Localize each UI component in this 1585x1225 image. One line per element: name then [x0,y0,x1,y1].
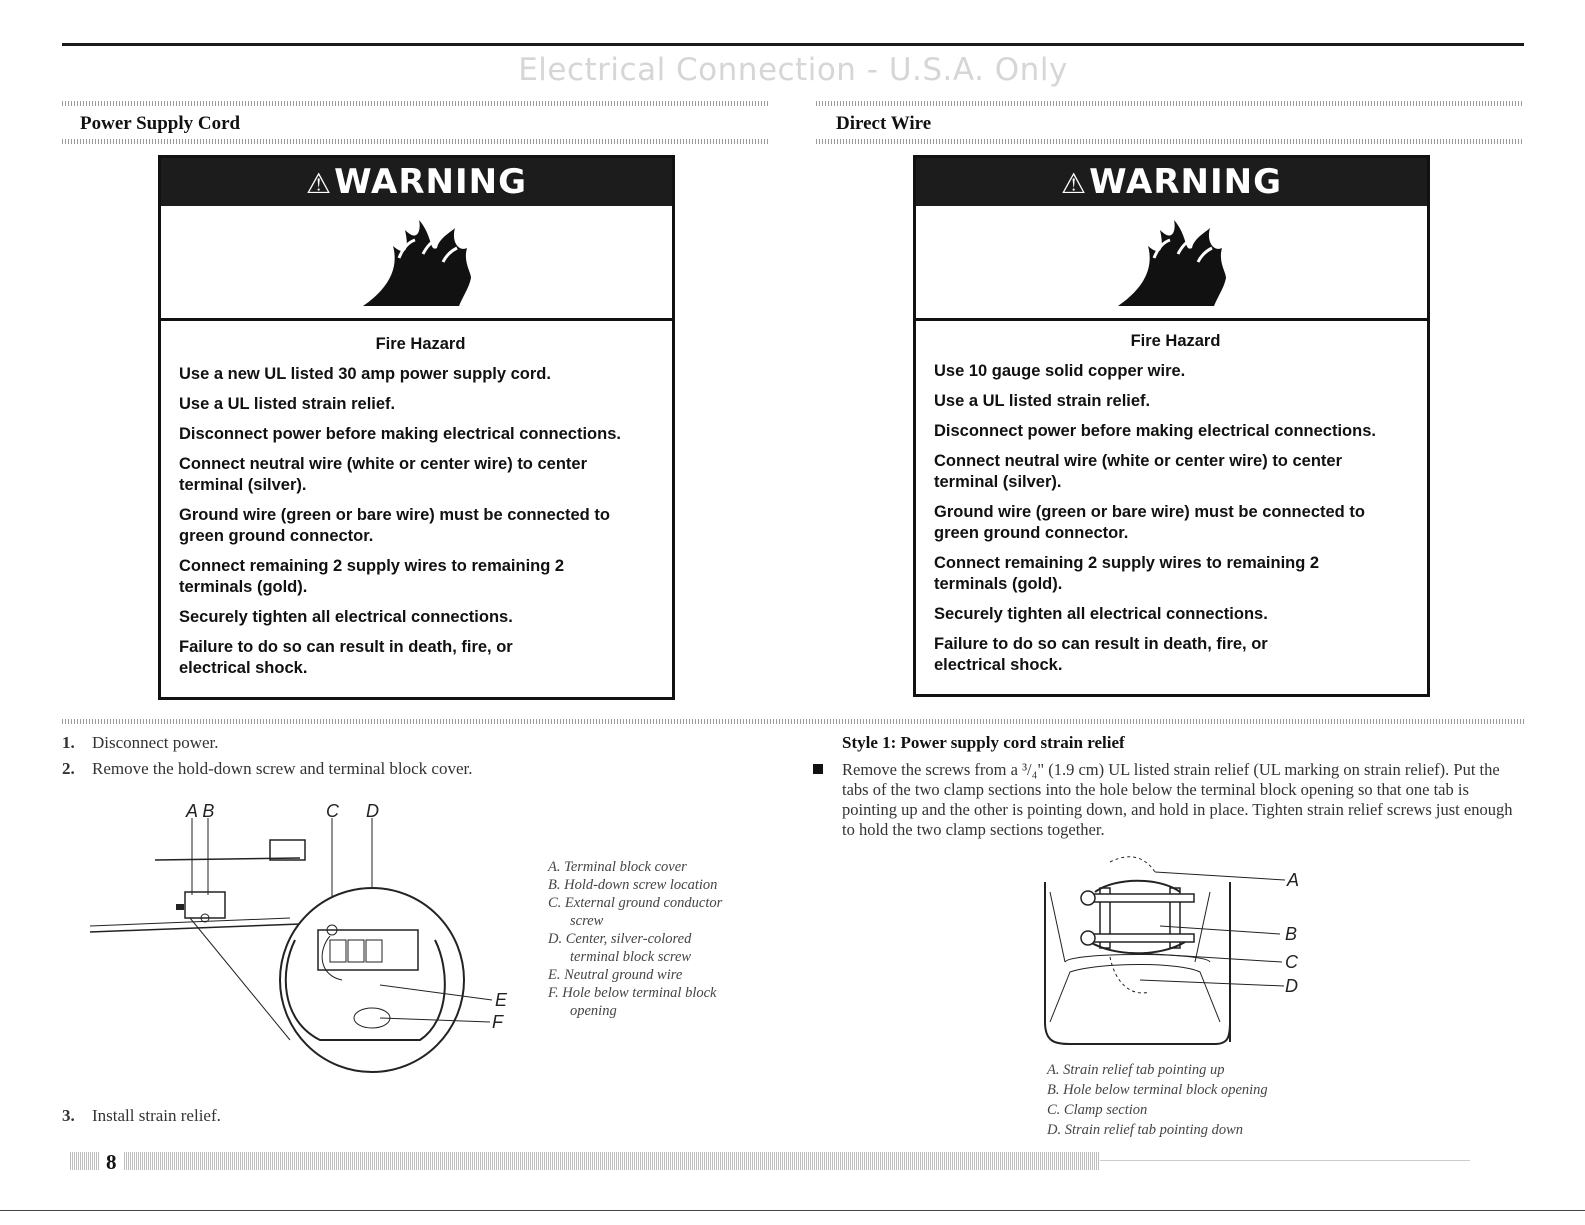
section-rule [816,101,1524,106]
fire-icon [1114,218,1230,310]
label-a: A [1287,870,1300,890]
hazard-icon-area [916,206,1427,321]
warning-line: Failure to do so can result in death, fire, or electrical shock. [934,635,1268,674]
warning-banner: ⚠WARNING [916,158,1427,206]
warning-text [179,334,662,688]
section-heading-power-supply-cord: Power Supply Cord [80,113,241,134]
hazard-title: Fire Hazard [375,335,466,353]
figure-legend-left: A. Terminal block cover B. Hold-down screw location C. External ground conductor screw D. Center, silver-colored terminal block screw E. Neutral ground wire F. Hole below terminal block opening [548,859,723,1019]
label-c: C [1285,952,1298,972]
warning-line: Disconnect power before making electrical connections. [179,425,621,443]
warning-line: Ground wire (green or bare wire) must be connected to green ground connector. [934,503,1365,542]
warning-line: Connect neutral wire (white or center wire) to center terminal (silver). [934,452,1342,491]
warning-box-left [158,155,675,700]
alert-triangle-icon: ⚠ [305,167,333,200]
warning-line: Use a new UL listed 30 amp power supply cord. [179,365,551,383]
warning-text [934,331,1417,685]
bullet-paragraph: Remove the screws from a ³/₄" (1.9 cm) UL listed strain relief (UL marking on strain relief). Put the tabs of the two clamp sections into the hole below the terminal block opening so that one tab is pointing up and the other is pointing down, and hold in place. Tighten strain relief screws just enough to hold the two clamp sections together. [842,760,1513,839]
warning-box-right [913,155,1430,697]
label-b: B [1285,924,1298,944]
strain-relief-diagram [1030,852,1310,1052]
section-rule [62,719,1524,724]
warning-line: Use a UL listed strain relief. [934,392,1151,410]
top-rule [62,43,1524,46]
warning-line: Securely tighten all electrical connections. [934,605,1268,623]
footer-rule [1100,1160,1470,1161]
section-rule [62,139,770,144]
warning-line: Ground wire (green or bare wire) must be connected to green ground connector. [179,506,610,545]
footer-bar [70,1152,1100,1170]
warning-line: Connect remaining 2 supply wires to remaining 2 terminals (gold). [934,554,1320,593]
step-1: 1. Disconnect power. [62,733,219,752]
section-rule [62,101,770,106]
warning-line: Use a UL listed strain relief. [179,395,396,413]
section-heading-direct-wire: Direct Wire [836,113,932,134]
step-3: 3. Install strain relief. [62,1106,221,1125]
page-number: 8 [100,1150,123,1175]
warning-line: Use 10 gauge solid copper wire. [934,362,1186,380]
warning-line: Connect neutral wire (white or center wire) to center terminal (silver). [179,455,587,494]
label-a: A B [186,801,215,821]
bullet-square [813,764,823,774]
label-d: D [1285,976,1298,996]
fire-icon [359,218,475,310]
style-heading: Style 1: Power supply cord strain relief [842,733,1125,752]
warning-line: Securely tighten all electrical connections. [179,608,513,626]
alert-triangle-icon: ⚠ [1060,167,1088,200]
terminal-block-diagram [80,800,530,1090]
warning-line: Disconnect power before making electrical connections. [934,422,1376,440]
label-d: D [366,801,379,821]
warning-line: Failure to do so can result in death, fire, or electrical shock. [179,638,513,677]
label-c: C [326,801,339,821]
hazard-icon-area [161,206,672,321]
label-f: F [492,1012,503,1032]
hazard-title: Fire Hazard [1130,332,1221,350]
bottom-rule [0,1210,1585,1211]
warning-line: Connect remaining 2 supply wires to remaining 2 terminals (gold). [179,557,565,596]
warning-banner: ⚠WARNING [161,158,672,206]
section-rule [816,139,1524,144]
step-2: 2. Remove the hold-down screw and terminal block cover. [62,759,473,778]
page-title: Electrical Connection - U.S.A. Only [518,52,1068,88]
label-e: E [495,990,508,1010]
figure-legend-right: A. Strain relief tab pointing up B. Hole below terminal block opening C. Clamp section D. Strain relief tab pointing down [1047,1062,1268,1138]
